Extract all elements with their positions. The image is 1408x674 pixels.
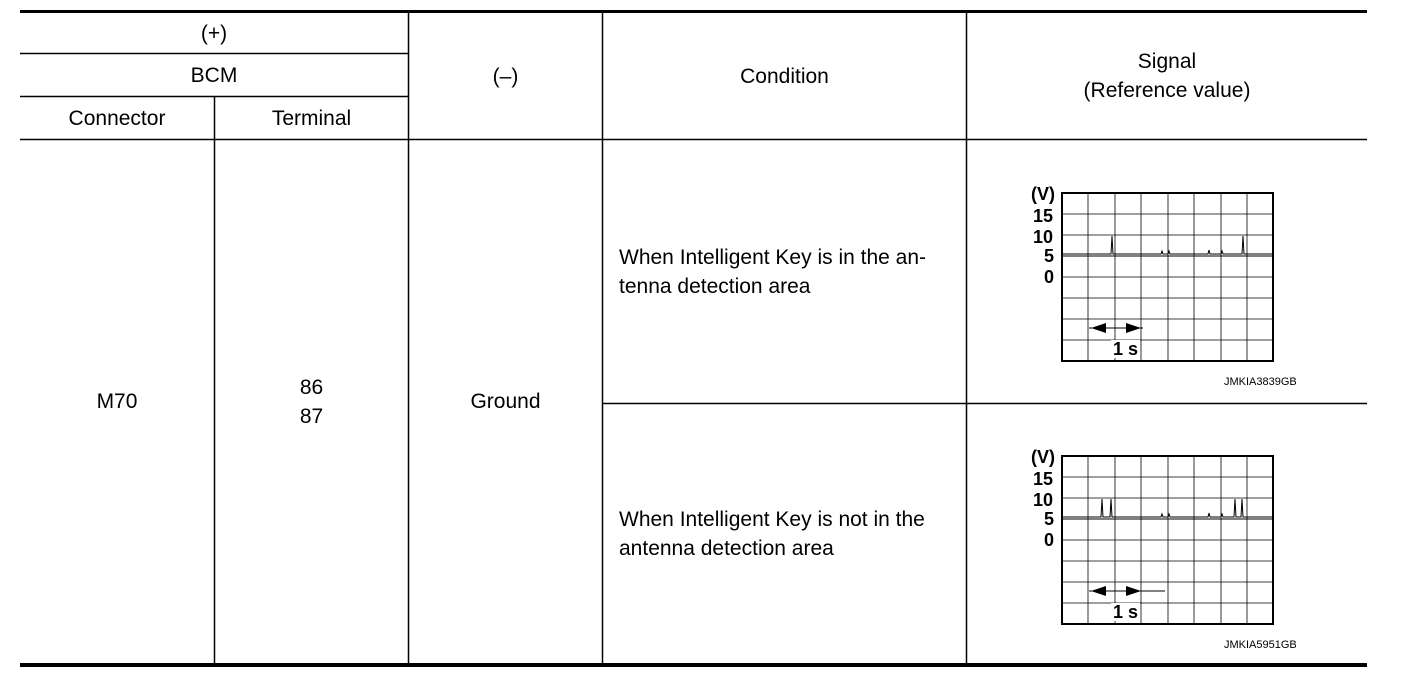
header-connector: Connector	[68, 106, 166, 130]
tick-0: 0	[1044, 267, 1055, 287]
header-minus: (–)	[492, 64, 519, 88]
header-plus: (+)	[200, 21, 228, 45]
volt-unit-label: (V)	[1031, 184, 1055, 204]
scope-grid	[1061, 455, 1275, 627]
figure-id: JMKIA5951GB	[1224, 639, 1297, 651]
tick-0: 0	[1044, 530, 1055, 550]
time-scale-label: 1 s	[1113, 339, 1139, 359]
signal-trace	[1062, 499, 1273, 517]
volt-unit-label: (V)	[1031, 447, 1055, 467]
header-module: BCM	[190, 63, 238, 87]
time-scale-label: 1 s	[1113, 602, 1139, 622]
header-signal: Signal (Reference value)	[1083, 50, 1251, 102]
signal-trace	[1062, 236, 1273, 254]
terminal-value: 86 87	[299, 375, 324, 428]
header-condition: Condition	[740, 64, 829, 88]
tick-10: 10	[1033, 490, 1054, 510]
condition-not-in-area: When Intelligent Key is not in the antenna detection area	[619, 507, 925, 560]
minus-value: Ground	[470, 390, 541, 413]
tick-5: 5	[1044, 246, 1055, 266]
tick-15: 15	[1033, 469, 1054, 489]
condition-in-area: When Intelligent Key is in the an- tenna detection area	[619, 245, 927, 298]
tick-15: 15	[1033, 206, 1054, 226]
scope-grid	[1061, 192, 1275, 364]
tick-5: 5	[1044, 509, 1055, 529]
figure-id: JMKIA3839GB	[1224, 376, 1297, 388]
header-terminal: Terminal	[271, 106, 352, 130]
connector-value: M70	[96, 390, 138, 413]
tick-10: 10	[1033, 227, 1054, 247]
